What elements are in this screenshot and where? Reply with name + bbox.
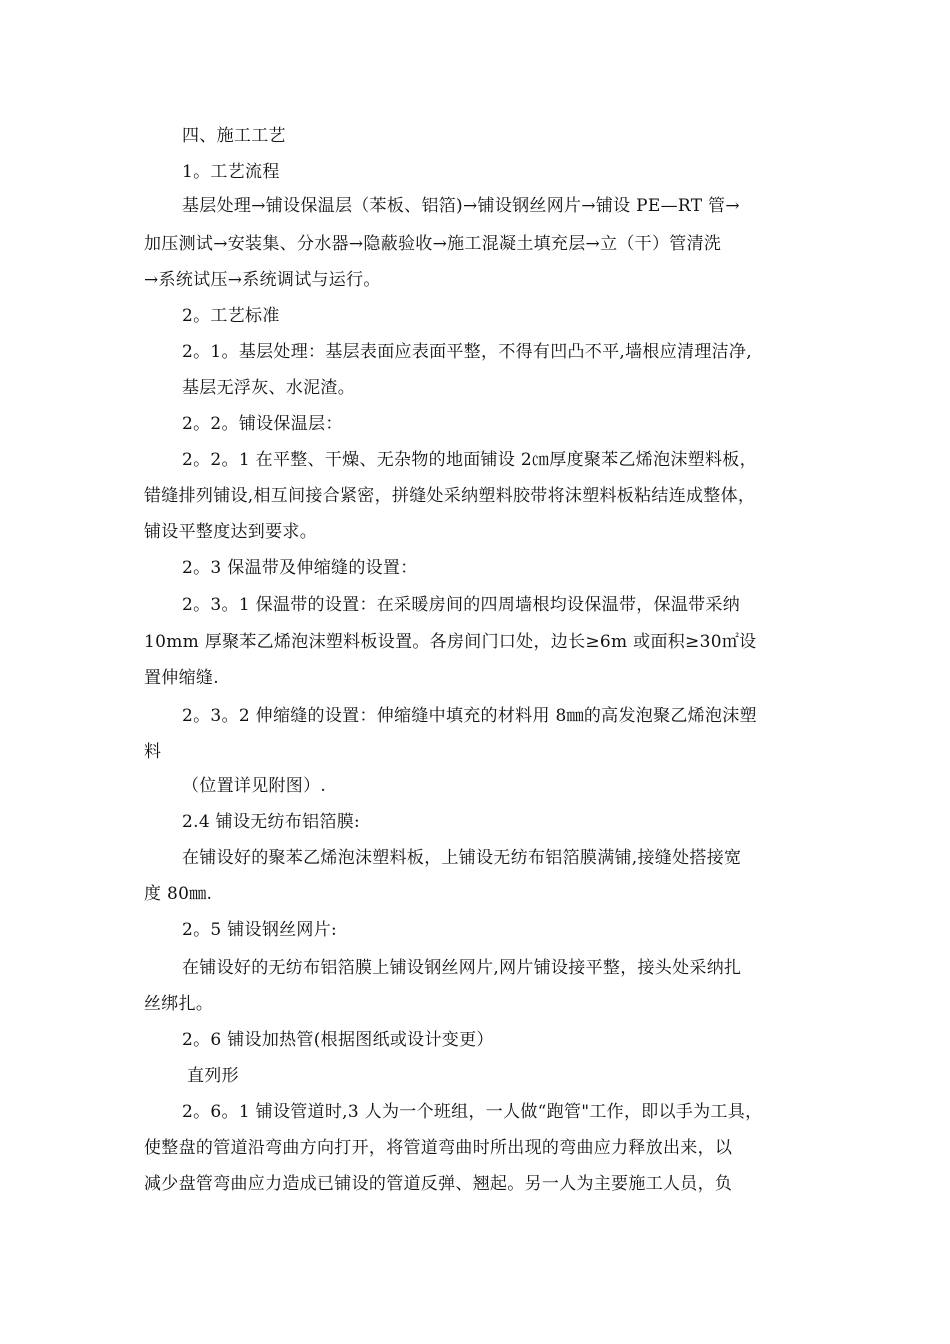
paragraph-line: 在铺设好的聚苯乙烯泡沫塑料板，上铺设无纺布铝箔膜满铺,接缝处搭接宽 — [182, 848, 742, 868]
item-heading: 2。3 保温带及伸缩缝的设置： — [182, 558, 418, 578]
paragraph-line: 2。1。基层处理：基层表面应表面平整，不得有凹凸不平,墙根应清理洁净, — [182, 342, 752, 362]
paragraph-line: 在铺设好的无纺布铝箔膜上铺设钢丝网片,网片铺设接平整，接头处采纳扎 — [182, 958, 742, 978]
item-heading: 2。6 铺设加热管(根据图纸或设计变更） — [182, 1030, 494, 1050]
item-heading: 2.4 铺设无纺布铝箔膜: — [182, 812, 361, 832]
paragraph-line: 丝绑扎。 — [144, 994, 214, 1014]
paragraph-line: 度 80㎜. — [144, 884, 213, 904]
paragraph-line: 料 — [144, 742, 162, 762]
paragraph-line: 10mm 厚聚苯乙烯泡沫塑料板设置。各房间门口处，边长≥6m 或面积≥30㎡设 — [144, 632, 757, 652]
paragraph-line: 使整盘的管道沿弯曲方向打开，将管道弯曲时所出现的弯曲应力释放出来，以 — [144, 1138, 733, 1158]
paragraph-line: 2。2。1 在平整、干燥、无杂物的地面铺设 2㎝厚度聚苯乙烯泡沫塑料板， — [182, 450, 757, 470]
paragraph-line: 置伸缩缝. — [144, 668, 219, 688]
paragraph-line: 铺设平整度达到要求。 — [144, 522, 317, 542]
paragraph-line: （位置详见附图）. — [182, 776, 327, 796]
item-heading: 2。5 铺设钢丝网片: — [182, 920, 338, 940]
paragraph-line: 错缝排列铺设,相互间接合紧密，拼缝处采纳塑料胶带将沫塑料板粘结连成整体， — [144, 486, 756, 506]
paragraph-line: 2。6。1 铺设管道时,3 人为一个班组，一人做“跑管"工作，即以手为工具， — [182, 1102, 763, 1122]
paragraph-line: 2。3。1 保温带的设置：在采暖房间的四周墙根均设保温带，保温带采纳 — [182, 595, 741, 615]
paragraph-line: 2。3。2 伸缩缝的设置：伸缩缝中填充的材料用 8㎜的高发泡聚乙烯泡沫塑 — [182, 706, 757, 726]
subsection-heading: 2。工艺标准 — [182, 306, 280, 326]
paragraph-line: →系统试压→系统调试与运行。 — [144, 270, 381, 290]
paragraph-line: 基层无浮灰、水泥渣。 — [182, 378, 355, 398]
paragraph-line: 减少盘管弯曲应力造成已铺设的管道反弹、翘起。另一人为主要施工人员，负 — [144, 1174, 733, 1194]
item-heading: 2。2。铺设保温层： — [182, 414, 343, 434]
paragraph-line: 基层处理→铺设保温层（苯板、铝箔)→铺设钢丝网片→铺设 PE—RT 管→ — [182, 196, 740, 216]
paragraph-line: 加压测试→安装集、分水器→隐蔽验收→施工混凝土填充层→立（干）管清洗 — [144, 234, 722, 254]
paragraph-line: 直列形 — [187, 1066, 239, 1086]
subsection-heading: 1。工艺流程 — [182, 162, 280, 182]
section-heading: 四、施工工艺 — [182, 126, 286, 146]
